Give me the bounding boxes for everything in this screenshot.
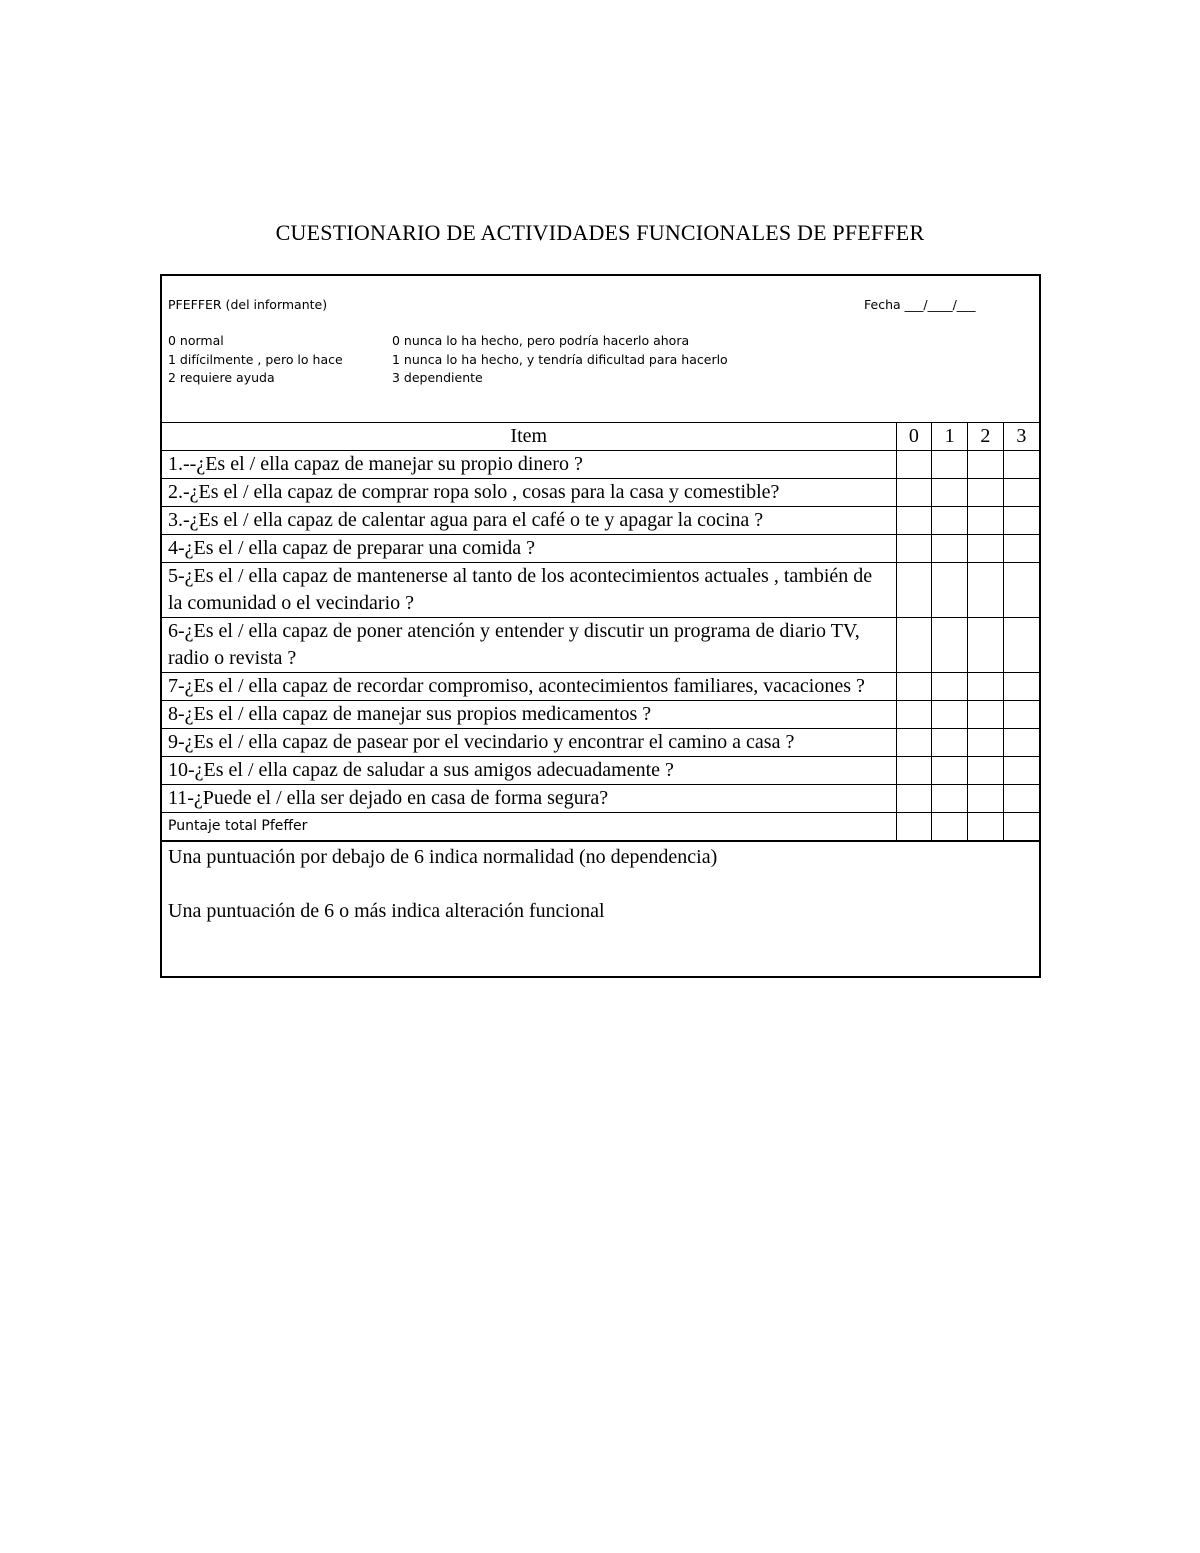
item-question: 5-¿Es el / ella capaz de mantenerse al tanto de los acontecimientos actuales , también de la comunidad o el vecindario ? <box>162 563 896 618</box>
score-cell-3[interactable] <box>1003 479 1039 507</box>
legend-item: 1 difícilmente , pero lo hace <box>168 351 343 367</box>
score-cell-1[interactable] <box>932 729 968 757</box>
table-row <box>162 535 1039 563</box>
score-cell-3[interactable] <box>1003 673 1039 701</box>
score-cell-3[interactable] <box>1003 729 1039 757</box>
item-question: 1.--¿Es el / ella capaz de manejar su propio dinero ? <box>162 451 896 479</box>
legend-item: 1 nunca lo ha hecho, y tendría dificultad para hacerlo <box>392 351 728 367</box>
score-cell-2[interactable] <box>967 757 1003 785</box>
score-cell-1[interactable] <box>932 618 968 673</box>
column-header-score-0: 0 <box>896 423 932 451</box>
table-row <box>162 451 1039 479</box>
interpretation-altered: Una puntuación de 6 o más indica alteración funcional <box>168 900 605 922</box>
score-cell-2[interactable] <box>967 785 1003 813</box>
score-cell-1[interactable] <box>932 673 968 701</box>
score-cell-1[interactable] <box>932 757 968 785</box>
column-header-score-1: 1 <box>932 423 968 451</box>
pfeffer-form <box>160 274 1041 978</box>
informant-label: PFEFFER (del informante) <box>168 297 328 312</box>
score-cell-1[interactable] <box>932 563 968 618</box>
score-cell-1[interactable] <box>932 785 968 813</box>
interpretation-box <box>162 841 1039 976</box>
score-cell-2[interactable] <box>967 563 1003 618</box>
score-cell-0[interactable] <box>896 729 932 757</box>
total-score-cell-1[interactable] <box>932 813 968 841</box>
item-question: 8-¿Es el / ella capaz de manejar sus propios medicamentos ? <box>162 701 896 729</box>
document-title: CUESTIONARIO DE ACTIVIDADES FUNCIONALES DE PFEFFER <box>275 220 925 245</box>
table-header-row <box>162 423 1039 451</box>
scoring-legend-right <box>392 332 728 388</box>
score-cell-2[interactable] <box>967 451 1003 479</box>
column-header-item: Item <box>162 423 896 451</box>
score-cell-1[interactable] <box>932 701 968 729</box>
item-question: 2.-¿Es el / ella capaz de comprar ropa solo , cosas para la casa y comestible? <box>162 479 896 507</box>
score-cell-0[interactable] <box>896 563 932 618</box>
score-cell-0[interactable] <box>896 785 932 813</box>
item-question: 7-¿Es el / ella capaz de recordar compromiso, acontecimientos familiares, vacaciones ? <box>162 673 896 701</box>
total-score-cell-3[interactable] <box>1003 813 1039 841</box>
score-cell-0[interactable] <box>896 757 932 785</box>
table-row <box>162 757 1039 785</box>
score-cell-3[interactable] <box>1003 451 1039 479</box>
score-cell-2[interactable] <box>967 729 1003 757</box>
column-header-score-3: 3 <box>1003 423 1039 451</box>
score-cell-1[interactable] <box>932 507 968 535</box>
score-cell-2[interactable] <box>967 535 1003 563</box>
item-question: 9-¿Es el / ella capaz de pasear por el vecindario y encontrar el camino a casa ? <box>162 729 896 757</box>
score-cell-1[interactable] <box>932 535 968 563</box>
legend-item: 0 normal <box>168 333 224 348</box>
score-cell-0[interactable] <box>896 618 932 673</box>
score-cell-3[interactable] <box>1003 535 1039 563</box>
total-row <box>162 813 1039 841</box>
score-cell-0[interactable] <box>896 479 932 507</box>
items-table <box>162 423 1039 841</box>
score-cell-1[interactable] <box>932 451 968 479</box>
score-cell-3[interactable] <box>1003 701 1039 729</box>
score-cell-3[interactable] <box>1003 563 1039 618</box>
table-row <box>162 563 1039 618</box>
form-header <box>162 276 1039 423</box>
legend-item: 3 dependiente <box>392 370 483 385</box>
legend-item: 2 requiere ayuda <box>168 370 275 385</box>
score-cell-0[interactable] <box>896 451 932 479</box>
score-cell-3[interactable] <box>1003 507 1039 535</box>
score-cell-2[interactable] <box>967 618 1003 673</box>
date-field[interactable]: Fecha ___/____/___ <box>864 297 976 312</box>
score-cell-2[interactable] <box>967 673 1003 701</box>
interpretation-normal: Una puntuación por debajo de 6 indica normalidad (no dependencia) <box>168 846 718 868</box>
scoring-legend-left <box>168 332 343 388</box>
table-row <box>162 507 1039 535</box>
score-cell-3[interactable] <box>1003 618 1039 673</box>
score-cell-0[interactable] <box>896 701 932 729</box>
score-cell-2[interactable] <box>967 701 1003 729</box>
table-row <box>162 729 1039 757</box>
item-question: 11-¿Puede el / ella ser dejado en casa de forma segura? <box>162 785 896 813</box>
score-cell-3[interactable] <box>1003 757 1039 785</box>
table-row <box>162 673 1039 701</box>
item-question: 6-¿Es el / ella capaz de poner atención y entender y discutir un programa de diario TV, radio o revista ? <box>162 618 896 673</box>
table-row <box>162 479 1039 507</box>
table-row <box>162 701 1039 729</box>
score-cell-0[interactable] <box>896 507 932 535</box>
score-cell-0[interactable] <box>896 535 932 563</box>
score-cell-2[interactable] <box>967 507 1003 535</box>
table-row <box>162 785 1039 813</box>
total-score-cell-0[interactable] <box>896 813 932 841</box>
score-cell-0[interactable] <box>896 673 932 701</box>
score-cell-1[interactable] <box>932 479 968 507</box>
item-question: 4-¿Es el / ella capaz de preparar una comida ? <box>162 535 896 563</box>
legend-item: 0 nunca lo ha hecho, pero podría hacerlo ahora <box>392 333 690 348</box>
score-cell-2[interactable] <box>967 479 1003 507</box>
total-score-cell-2[interactable] <box>967 813 1003 841</box>
total-score-label: Puntaje total Pfeffer <box>162 813 896 841</box>
column-header-score-2: 2 <box>967 423 1003 451</box>
item-question: 3.-¿Es el / ella capaz de calentar agua para el café o te y apagar la cocina ? <box>162 507 896 535</box>
table-row <box>162 618 1039 673</box>
score-cell-3[interactable] <box>1003 785 1039 813</box>
item-question: 10-¿Es el / ella capaz de saludar a sus amigos adecuadamente ? <box>162 757 896 785</box>
